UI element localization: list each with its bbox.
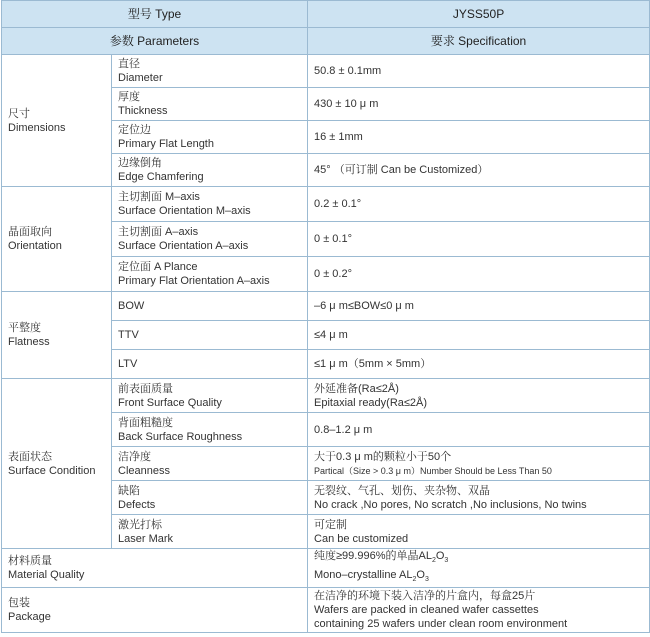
material-subscript: 3 xyxy=(424,576,429,584)
value-line-en: Epitaxial ready(Ra≤2Å) xyxy=(314,396,428,409)
params-label: 参数 Parameters xyxy=(2,28,308,55)
section-en: Flatness xyxy=(8,336,50,348)
param-cn: 主切割面 A–axis xyxy=(118,226,199,238)
table-row xyxy=(2,549,650,588)
spec-table xyxy=(1,0,650,633)
param-edge-chamfering xyxy=(112,154,308,187)
table-row xyxy=(2,292,650,321)
section-en: Package xyxy=(8,611,51,624)
param-en: Surface Orientation M–axis xyxy=(118,205,251,217)
param-en: Edge Chamfering xyxy=(118,171,204,183)
section-package xyxy=(2,588,308,633)
section-cn: 晶面取向 xyxy=(8,226,52,238)
param-en: Cleanness xyxy=(118,464,170,477)
value-laser-mark xyxy=(308,515,650,549)
section-material-quality xyxy=(2,549,308,588)
value-package xyxy=(308,588,650,633)
value-line-en: Wafers are packed in cleaned wafer cassettes xyxy=(314,604,539,617)
param-cn: 直径 xyxy=(118,58,140,70)
material-text: 纯度≥99.996%的单晶AL xyxy=(314,550,432,562)
value-edge-chamfering: 45° （可订制 Can be Customized） xyxy=(308,154,650,187)
section-flatness xyxy=(2,292,112,379)
section-en: Surface Condition xyxy=(8,464,96,477)
section-orientation xyxy=(2,187,112,292)
value-surface-orientation-m: 0.2 ± 0.1° xyxy=(308,187,650,222)
param-cn: 背面粗糙度 xyxy=(118,416,173,429)
section-cn: 包装 xyxy=(8,597,30,610)
param-diameter xyxy=(112,55,308,88)
param-ltv: LTV xyxy=(112,350,308,379)
param-en: Back Surface Roughness xyxy=(118,430,243,443)
param-primary-flat-length xyxy=(112,121,308,154)
section-cn: 材料质量 xyxy=(8,555,52,568)
value-bow: –6 μ m≤BOW≤0 μ m xyxy=(308,292,650,321)
table-row xyxy=(2,187,650,222)
param-front-surface-quality xyxy=(112,379,308,413)
table-row xyxy=(2,379,650,413)
param-cn: 定位边 xyxy=(118,124,151,136)
value-cleanness xyxy=(308,447,650,481)
section-cn: 平整度 xyxy=(8,322,41,334)
value-back-surface-roughness: 0.8–1.2 μ m xyxy=(308,413,650,447)
material-text: O xyxy=(435,550,445,562)
param-cn: 前表面质量 xyxy=(118,382,173,395)
type-label: 型号 Type xyxy=(2,1,308,28)
param-en: Surface Orientation A–axis xyxy=(118,240,249,252)
section-en: Material Quality xyxy=(8,569,85,582)
param-cn: 洁净度 xyxy=(118,450,151,463)
section-en: Dimensions xyxy=(8,121,66,134)
value-line-cn: 在洁净的环境下装入洁净的片盒内，每盒25片 xyxy=(314,590,536,603)
param-cn: 主切割面 M–axis xyxy=(118,191,200,203)
param-en: Thickness xyxy=(118,105,168,117)
type-row xyxy=(2,1,650,28)
material-subscript: 2 xyxy=(412,576,417,584)
param-ttv: TTV xyxy=(112,321,308,350)
params-header-row xyxy=(2,28,650,55)
param-cn: 厚度 xyxy=(118,91,140,103)
param-surface-orientation-a xyxy=(112,222,308,257)
value-line-cn: 可定制 xyxy=(314,518,348,531)
material-text: Mono–crystalline AL xyxy=(314,569,413,582)
value-ttv: ≤4 μ m xyxy=(308,321,650,350)
material-text: O xyxy=(416,569,425,582)
value-surface-orientation-a: 0 ± 0.1° xyxy=(308,222,650,257)
value-line-cn: 无裂纹、气孔、划伤、夹杂物、双晶 xyxy=(314,484,491,497)
value-line-en: No crack ,No pores, No scratch ,No inclusions, No twins xyxy=(314,498,587,511)
section-dimensions xyxy=(2,55,112,187)
param-cn: 边缘倒角 xyxy=(118,157,162,169)
param-bow: BOW xyxy=(112,292,308,321)
param-cn: 缺陷 xyxy=(118,484,140,497)
param-thickness xyxy=(112,88,308,121)
type-value: JYSS50P xyxy=(308,1,650,28)
value-primary-flat-length: 16 ± 1mm xyxy=(308,121,650,154)
param-en: Defects xyxy=(118,498,156,511)
value-line-en: containing 25 wafers under clean room environment xyxy=(314,618,568,631)
value-line-en: Can be customized xyxy=(314,532,409,545)
param-en: Laser Mark xyxy=(118,532,174,545)
value-defects xyxy=(308,481,650,515)
material-subscript: 3 xyxy=(444,557,449,565)
param-cn: 定位面 A Plance xyxy=(118,261,198,273)
param-primary-flat-orientation xyxy=(112,257,308,292)
value-line-cn: 外延准备(Ra≤2Å) xyxy=(314,382,399,395)
section-cn: 尺寸 xyxy=(8,107,30,120)
param-laser-mark xyxy=(112,515,308,549)
value-thickness: 430 ± 10 μ m xyxy=(308,88,650,121)
section-cn: 表面状态 xyxy=(8,450,52,463)
value-primary-flat-orientation: 0 ± 0.2° xyxy=(308,257,650,292)
value-line-en xyxy=(314,568,643,587)
param-en: Primary Flat Length xyxy=(118,138,214,150)
param-en: Front Surface Quality xyxy=(118,396,222,409)
param-en: Primary Flat Orientation A–axis xyxy=(118,275,270,287)
material-subscript: 2 xyxy=(431,557,436,565)
value-line-en: Partical（Size > 0.3 μ m）Number Should be Less Than 50 xyxy=(314,465,552,476)
table-row xyxy=(2,55,650,88)
value-material-quality xyxy=(308,549,650,588)
param-en: Diameter xyxy=(118,72,163,84)
value-line-cn: 大于0.3 μ m的颗粒小于50个 xyxy=(314,450,452,463)
param-cleanness xyxy=(112,447,308,481)
section-en: Orientation xyxy=(8,240,62,252)
param-defects xyxy=(112,481,308,515)
value-diameter: 50.8 ± 0.1mm xyxy=(308,55,650,88)
value-front-surface-quality xyxy=(308,379,650,413)
param-back-surface-roughness xyxy=(112,413,308,447)
section-surface-condition xyxy=(2,379,112,549)
table-row xyxy=(2,588,650,633)
value-line-cn xyxy=(314,549,643,568)
value-ltv: ≤1 μ m（5mm × 5mm） xyxy=(308,350,650,379)
param-surface-orientation-m xyxy=(112,187,308,222)
spec-label: 要求 Specification xyxy=(308,28,650,55)
param-cn: 激光打标 xyxy=(118,518,162,531)
